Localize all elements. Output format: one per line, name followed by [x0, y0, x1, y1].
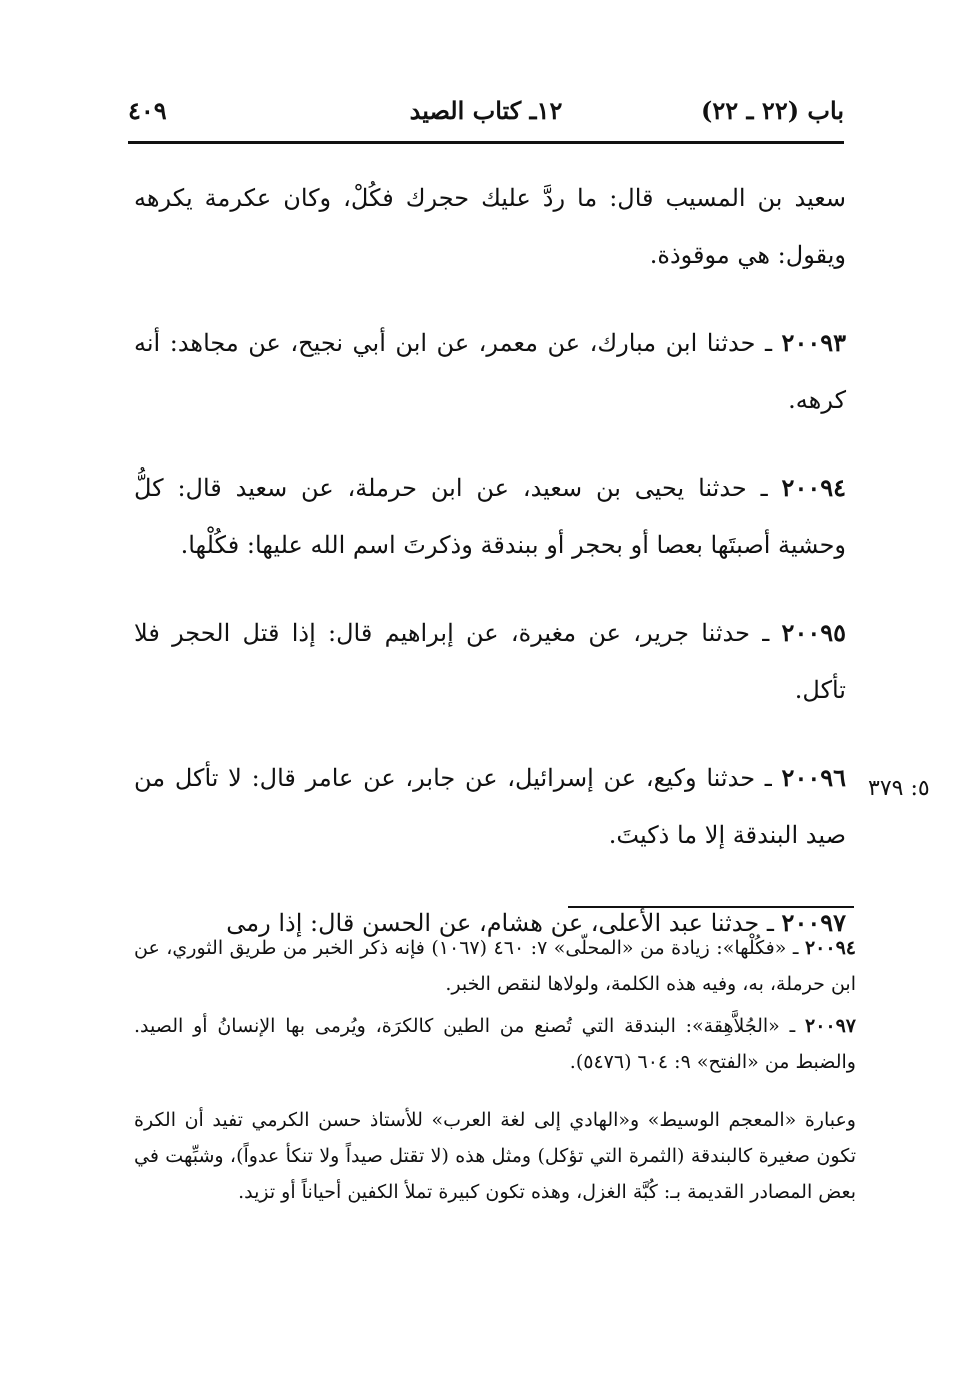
footnote-text: وعبارة «المعجم الوسيط» و«الهادي إلى لغة العرب» للأستاذ حسن الكرمي تفيد أن الكرة تكون صغيرة كالبندقة (الثمرة التي تؤكل) ومثل هذه (لا تقتل صيداً ولا تنكأ عدواً)، وشبِّهت في بعض المصادر القديمة بـ: كُبَّة الغزل، وهذه تكون كبيرة تملأ الكفين أحياناً أو تزيد. [134, 1109, 856, 1203]
hadith-paragraph [134, 314, 846, 429]
main-text [134, 170, 846, 982]
hadith-number: ٢٠٠٩٥ [781, 618, 846, 647]
hadith-text: ـ حدثنا جرير، عن مغيرة، عن إبراهيم قال: إذا قتل الحجر فلا تأكل. [134, 619, 846, 704]
hadith-text: ـ حدثنا وكيع، عن إسرائيل، عن جابر، عن عامر قال: لا تأكل من صيد البندقة إلا ما ذكيتَ. [134, 764, 846, 849]
hadith-paragraph [134, 749, 846, 864]
hadith-number: ٢٠٠٩٣ [781, 328, 846, 357]
header-rule [128, 141, 844, 144]
footnote-rule [568, 906, 854, 908]
chapter-title: باب (٢٢ ـ ٢٢) [701, 96, 844, 125]
hadith-text: ـ حدثنا ابن مبارك، عن معمر، عن ابن أبي نجيح، عن مجاهد: أنه كرهه. [134, 329, 846, 414]
hadith-number: ٢٠٠٩٧ [781, 908, 846, 937]
footnote-continuation [134, 1102, 856, 1210]
paragraph [134, 170, 846, 284]
footnote-text: ـ «الجُلاَّهِقة»: البندقة التي تُصنع من الطين كالكرَة، ويُرمى بها الإنسانُ أو الصيد. والضبط من «الفتح» ٩: ٦٠٤ (٥٤٧٦). [134, 1015, 856, 1073]
footnote-number: ٢٠٠٩٤ [804, 937, 856, 959]
footnote-text: ـ «فكُلْها»: زيادة من «المحلّى» ٧: ٤٦٠ (١٠٦٧) فإنه ذكر الخبر من طريق الثوري، عن ابن حرملة، به، وفيه هذه الكلمة، ولولاها لنقص الخبر. [134, 937, 856, 995]
hadith-number: ٢٠٠٩٦ [781, 763, 846, 792]
hadith-paragraph [134, 604, 846, 719]
margin-reference: ٥: ٣٧٩ [868, 776, 930, 801]
footnotes [134, 930, 856, 1216]
hadith-text: ـ حدثنا يحيى بن سعيد، عن ابن حرملة، عن سعيد قال: كلُّ وحشية أصبتَها بعصا أو بحجر أو ببندقة وذكرتَ اسم الله عليها: فكُلْها. [134, 474, 846, 559]
book-title: ١٢ـ كتاب الصيد [409, 96, 563, 125]
hadith-text: ـ حدثنا عبد الأعلى، عن هشام، عن الحسن قال: إذا رمى [226, 909, 774, 937]
hadith-paragraph [134, 459, 846, 574]
running-header [128, 92, 844, 144]
hadith-number: ٢٠٠٩٤ [781, 473, 846, 502]
footnote [134, 930, 856, 1002]
footnote [134, 1008, 856, 1080]
page-number: ٤٠٩ [128, 96, 167, 125]
paragraph-text: سعيد بن المسيب قال: ما ردَّ عليك حجرك فكُلْ، وكان عكرمة يكرهه ويقول: هي موقوذة. [134, 184, 846, 269]
footnote-number: ٢٠٠٩٧ [804, 1015, 857, 1037]
